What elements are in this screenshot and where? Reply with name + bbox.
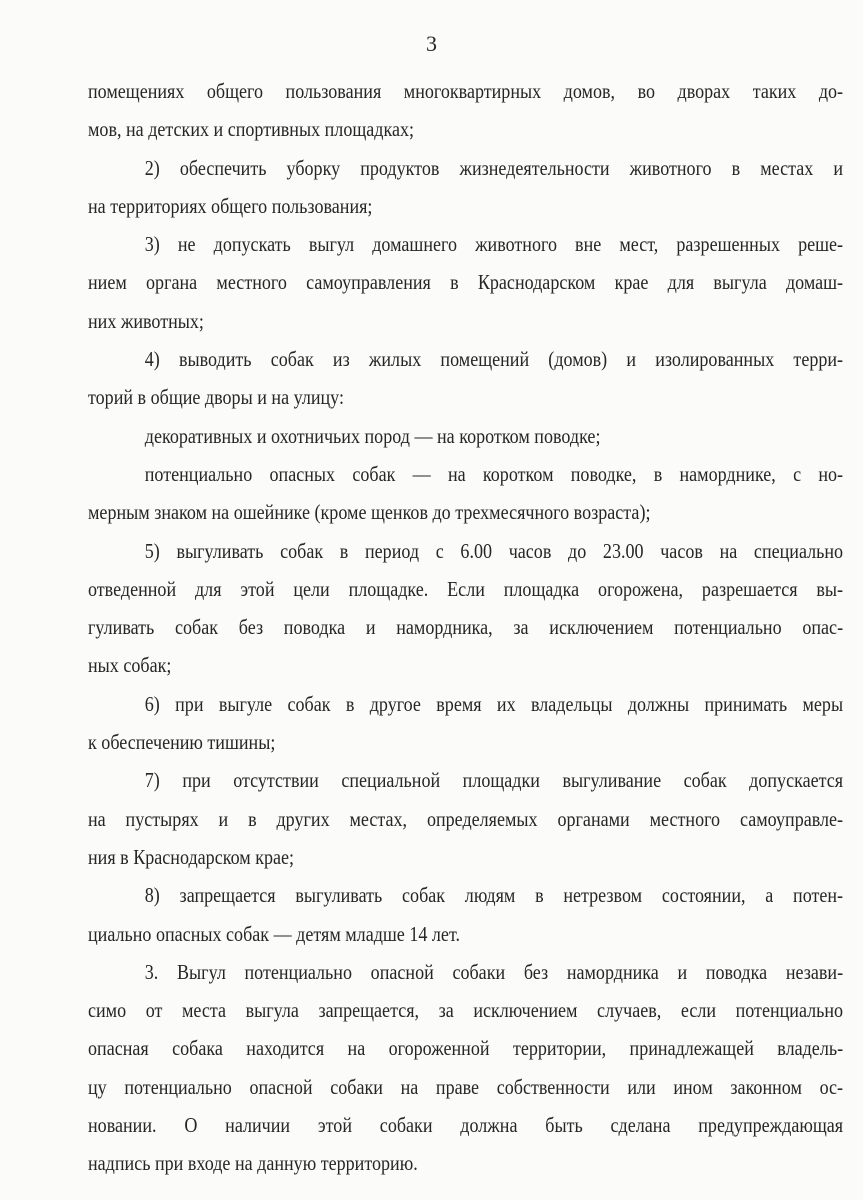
text-line: помещениях общего пользования многоквартирных домов, во дворах таких до- — [88, 79, 844, 103]
text-line: надпись при входе на данную территорию. — [88, 1151, 418, 1176]
text-line: нием органа местного самоуправления в Краснодарском крае для выгула домаш- — [88, 270, 844, 295]
text-line: ния в Краснодарском крае; — [88, 844, 295, 869]
text-line: к обеспечению тишины; — [88, 730, 276, 755]
text-line: 6) при выгуле собак в другое время их владельцы должны принимать меры — [144, 691, 844, 716]
text-line: отведенной для этой цели площадке. Если площадка огорожена, разрешается вы- — [88, 576, 844, 601]
text-line: торий в общие дворы и на улицу: — [88, 385, 344, 410]
page-number: 3 — [426, 31, 437, 56]
text-line: 4) выводить собак из жилых помещений (домов) и изолированных терри- — [144, 347, 844, 372]
text-line: на пустырях и в других местах, определяемых органами местного самоуправле- — [88, 806, 844, 831]
text-line: опасная собака находится на огороженной территории, принадлежащей владель- — [88, 1036, 844, 1061]
text-line: них животных; — [88, 308, 204, 333]
text-line: потенциально опасных собак — на коротком поводке, в наморднике, с но- — [144, 461, 844, 486]
text-line: новании. О наличии этой собаки должна быть сделана предупреждающая — [88, 1113, 844, 1138]
text-line: цу потенциально опасной собаки на праве собственности или ином законном ос- — [88, 1074, 844, 1099]
text-line: гуливать собак без поводка и намордника, за исключением потенциально опас- — [88, 615, 844, 640]
text-line: 7) при отсутствии специальной площадки выгуливание собак допускается — [144, 768, 844, 793]
text-line: декоративных и охотничьих пород — на коротком поводке; — [144, 423, 601, 448]
body-text — [88, 72, 843, 1183]
text-line: 8) запрещается выгуливать собак людям в нетрезвом состоянии, а потен- — [144, 883, 844, 908]
text-line: 5) выгуливать собак в период с 6.00 часов до 23.00 часов на специально — [144, 538, 844, 563]
text-line: 3. Выгул потенциально опасной собаки без намордника и поводка незави- — [144, 959, 844, 984]
text-line: ных собак; — [88, 653, 172, 678]
text-line: симо от места выгула запрещается, за исключением случаев, если потенциально — [88, 998, 844, 1023]
text-line: 2) обеспечить уборку продуктов жизнедеятельности животного в местах и — [144, 155, 844, 180]
text-line: мерным знаком на ошейнике (кроме щенков до трехмесячного возраста); — [88, 500, 651, 525]
text-line: 3) не допускать выгул домашнего животного вне мест, разрешенных реше- — [144, 232, 844, 257]
text-line: на территориях общего пользования; — [88, 193, 373, 218]
text-line: мов, на детских и спортивных площадках; — [88, 117, 415, 142]
text-line: циально опасных собак — детям младше 14 лет. — [88, 921, 461, 946]
